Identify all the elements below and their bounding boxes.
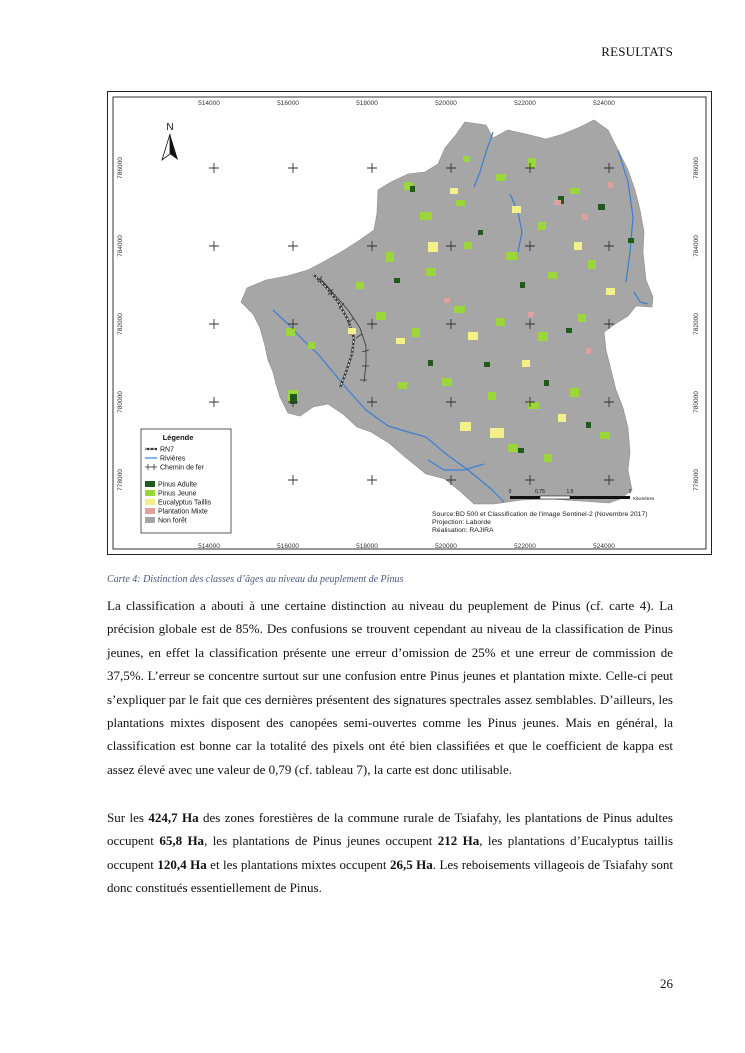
legend-rivieres: Rivières — [160, 455, 186, 463]
paragraph-2-text-1: Sur les — [107, 810, 149, 825]
paragraph-1: La classification a abouti à une certaine distinction au niveau du peuplement de Pinus (cf. carte 4). La précision globale est de 85%. Des confusions se trouvent cependant au niveau de la classification de Pinus jeunes, en effet la classification présente une erreur d’omission de 25% et une erreur de commission de 37,5%. L’erreur se concentre surtout sur une confusion entre Pinus jeunes et plantation mixte. Celle-ci peut s’expliquer par le fait que ces dernières présentent des signatures spectrales assez semblables. D’ailleurs, les plantations mixtes disposent des canopées semi-ouvertes comme les Pinus jeunes. Mais en général, la classification est bonne car la totalité des pixels ont été bien classifiées et que le coefficient de kappa est assez élevé avec une valeur de 0,79 (cf. tableau 7), la carte est donc utilisable. — [107, 598, 673, 777]
map-source — [432, 511, 648, 534]
y-tick-left-5: 778000 — [117, 469, 124, 491]
scale-unit: Kilomètres — [633, 496, 655, 501]
legend-chemin-de-fer: Chemin de fer — [160, 464, 204, 472]
legend-plantation-mixte: Plantation Mixte — [158, 508, 208, 516]
y-tick-right-4: 780000 — [693, 391, 700, 413]
legend-title: Légende — [162, 433, 194, 442]
paragraph-2-text-4: , les plantations d’Eucalyptus taillis occupent — [107, 833, 674, 872]
pinus-young-area: 212 Ha — [437, 833, 480, 849]
pinus-adult-area: 65,8 Ha — [159, 833, 205, 849]
scale-tick-3: 3 — [628, 489, 632, 495]
x-tick-bottom-4: 520000 — [435, 543, 457, 550]
x-tick-top-1: 514000 — [198, 100, 220, 107]
paragraph-2-text-5: et les plantations mixtes occupent — [206, 856, 390, 872]
page-header: RESULTATS — [601, 44, 673, 59]
legend-pinus-jeune: Pinus Jeune — [158, 490, 197, 498]
x-tick-top-6: 524000 — [593, 100, 615, 107]
source-line-2: Projection: Laborde — [432, 519, 491, 526]
y-tick-left-1: 786000 — [117, 157, 124, 179]
y-tick-right-5: 778000 — [693, 469, 700, 491]
scale-tick-0: 0 — [508, 489, 512, 495]
paragraph-2 — [107, 806, 673, 900]
total-forest-area: 424,7 Ha — [148, 810, 199, 825]
legend-non-foret: Non forêt — [158, 517, 187, 525]
map-figure — [107, 91, 712, 555]
scale-tick-1: 0.75 — [535, 489, 545, 495]
map-legend — [141, 429, 231, 533]
source-line-3: Réalisation: RAJIRA — [432, 527, 494, 534]
legend-pinus-adulte: Pinus Adulte — [158, 481, 197, 489]
x-tick-top-4: 520000 — [435, 100, 457, 107]
y-tick-left-4: 780000 — [117, 391, 124, 413]
source-line-1: Source:BD 500 et Classification de l'image Sentinel-2 (Novembre 2017) — [432, 511, 648, 518]
x-tick-top-2: 516000 — [277, 100, 299, 107]
paragraph-2-text-3: , les plantations de Pinus jeunes occupent — [204, 833, 438, 849]
figure-caption: Carte 4: Distinction des classes d’âges au niveau du peuplement de Pinus — [107, 574, 404, 585]
mixed-plantation-area: 26,5 Ha — [389, 856, 433, 872]
y-tick-right-1: 786000 — [693, 157, 700, 179]
north-arrow-icon — [162, 122, 178, 160]
x-tick-top-3: 518000 — [356, 100, 378, 107]
legend-eucalyptus: Eucalyptus Taillis — [158, 499, 212, 507]
y-tick-right-2: 784000 — [693, 235, 700, 257]
page-number: 26 — [660, 976, 673, 991]
commune-territory — [241, 120, 653, 504]
x-tick-bottom-6: 524000 — [593, 543, 615, 550]
eucalyptus-area: 120,4 Ha — [157, 856, 207, 872]
y-tick-right-3: 782000 — [693, 313, 700, 335]
y-tick-left-3: 782000 — [117, 313, 124, 335]
x-tick-bottom-1: 514000 — [198, 543, 220, 550]
paragraph-2-text-2: des zones forestières de la commune rurale de Tsiafahy, les plantations de Pinus adultes occupent — [107, 810, 673, 849]
scale-tick-2: 1.5 — [566, 489, 574, 495]
map-svg — [108, 92, 713, 556]
x-tick-bottom-5: 522000 — [514, 543, 536, 550]
y-tick-left-2: 784000 — [117, 235, 124, 257]
x-tick-bottom-2: 516000 — [277, 543, 299, 550]
x-tick-top-5: 522000 — [514, 100, 536, 107]
x-tick-bottom-3: 518000 — [356, 543, 378, 550]
paragraph-2-text-6: . Les reboisements villageois de Tsiafahy sont donc constitués essentiellement de Pinus. — [107, 856, 673, 896]
legend-rn7: RN7 — [160, 446, 175, 454]
svg-text:N: N — [166, 122, 174, 133]
